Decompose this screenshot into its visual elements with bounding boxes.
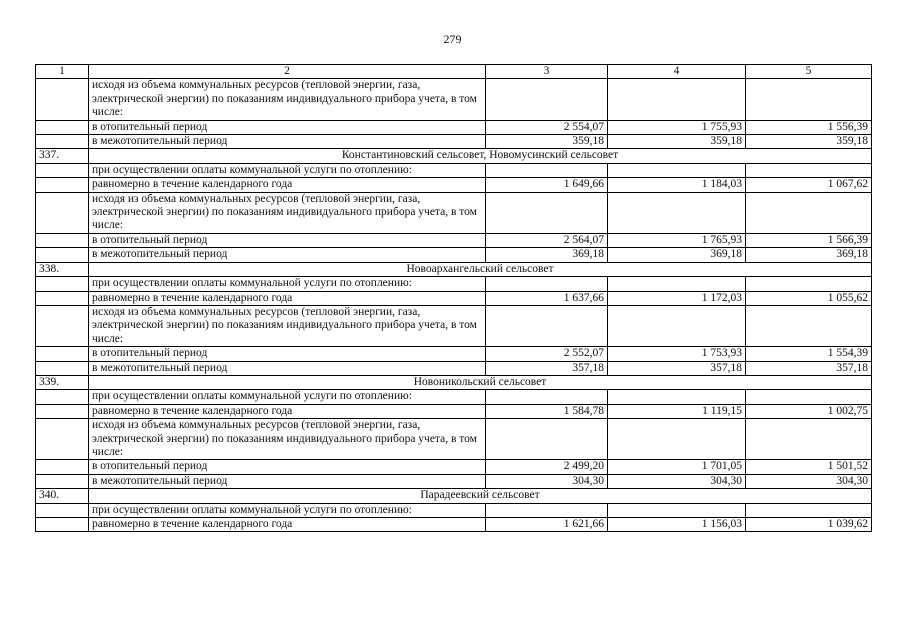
description-row [36, 305, 872, 346]
value-cell-col-4: 1 184,03 [608, 178, 746, 192]
value-cell-col-4 [608, 277, 746, 291]
description-cell: при осуществлении оплаты коммунальной услуги по отоплению: [89, 163, 486, 177]
value-cell-col-5 [746, 503, 872, 517]
row-number-cell [36, 390, 89, 404]
value-cell-col-3: 2 554,07 [486, 120, 608, 134]
value-row [36, 120, 872, 134]
row-number-cell [36, 503, 89, 517]
value-cell-col-3 [486, 305, 608, 346]
column-number-header-row [36, 65, 872, 79]
value-cell-col-4: 369,18 [608, 248, 746, 262]
description-cell: в отопительный период [89, 233, 486, 247]
description-row [36, 163, 872, 177]
description-cell: равномерно в течение календарного года [89, 291, 486, 305]
row-number-cell: 339. [36, 375, 89, 389]
row-number-cell [36, 178, 89, 192]
row-number-cell [36, 291, 89, 305]
description-cell: при осуществлении оплаты коммунальной услуги по отоплению: [89, 503, 486, 517]
value-cell-col-3: 357,18 [486, 361, 608, 375]
section-row [36, 149, 872, 163]
value-row [36, 347, 872, 361]
description-cell: в межотопительный период [89, 474, 486, 488]
value-cell-col-4: 359,18 [608, 135, 746, 149]
row-number-cell [36, 474, 89, 488]
value-cell-col-4: 1 172,03 [608, 291, 746, 305]
section-row [36, 262, 872, 276]
row-number-cell [36, 361, 89, 375]
row-number-cell: 340. [36, 489, 89, 503]
value-cell-col-4: 1 753,93 [608, 347, 746, 361]
row-number-cell [36, 163, 89, 177]
row-number-cell [36, 135, 89, 149]
header-col-4: 4 [608, 65, 746, 79]
value-cell-col-3 [486, 503, 608, 517]
description-cell: в межотопительный период [89, 135, 486, 149]
value-cell-col-4: 357,18 [608, 361, 746, 375]
header-col-1: 1 [36, 65, 89, 79]
value-cell-col-5 [746, 79, 872, 120]
value-cell-col-3 [486, 390, 608, 404]
description-row [36, 503, 872, 517]
value-row [36, 178, 872, 192]
value-cell-col-5 [746, 419, 872, 460]
row-number-cell: 337. [36, 149, 89, 163]
value-cell-col-3 [486, 192, 608, 233]
value-cell-col-3: 1 649,66 [486, 178, 608, 192]
value-row [36, 233, 872, 247]
value-cell-col-4: 1 765,93 [608, 233, 746, 247]
header-col-2: 2 [89, 65, 486, 79]
description-cell: в отопительный период [89, 347, 486, 361]
value-cell-col-5: 357,18 [746, 361, 872, 375]
value-cell-col-5: 1 554,39 [746, 347, 872, 361]
value-cell-col-5: 1 039,62 [746, 518, 872, 532]
value-cell-col-3 [486, 79, 608, 120]
description-row [36, 192, 872, 233]
value-cell-col-5: 1 556,39 [746, 120, 872, 134]
value-cell-col-5: 1 067,62 [746, 178, 872, 192]
value-row [36, 518, 872, 532]
value-cell-col-4 [608, 503, 746, 517]
value-cell-col-4: 1 755,93 [608, 120, 746, 134]
section-title-cell: Новоархангельский сельсовет [89, 262, 872, 276]
description-cell: в межотопительный период [89, 248, 486, 262]
section-row [36, 375, 872, 389]
value-cell-col-5: 304,30 [746, 474, 872, 488]
value-cell-col-3: 359,18 [486, 135, 608, 149]
header-col-3: 3 [486, 65, 608, 79]
header-col-5: 5 [746, 65, 872, 79]
value-cell-col-5: 369,18 [746, 248, 872, 262]
value-cell-col-5: 359,18 [746, 135, 872, 149]
value-cell-col-4 [608, 305, 746, 346]
value-row [36, 474, 872, 488]
description-row [36, 390, 872, 404]
description-cell: исходя из объема коммунальных ресурсов (тепловой энергии, газа, электрической энергии) по показаниям индивидуального прибора учета, в том числе: [89, 305, 486, 346]
value-cell-col-5: 1 055,62 [746, 291, 872, 305]
description-cell: в отопительный период [89, 460, 486, 474]
value-cell-col-3 [486, 419, 608, 460]
section-title-cell: Константиновский сельсовет, Новомусинский сельсовет [89, 149, 872, 163]
value-row [36, 361, 872, 375]
value-cell-col-5 [746, 163, 872, 177]
value-cell-col-5 [746, 390, 872, 404]
value-cell-col-4 [608, 419, 746, 460]
value-cell-col-3: 1 621,66 [486, 518, 608, 532]
value-cell-col-3 [486, 163, 608, 177]
description-cell: исходя из объема коммунальных ресурсов (тепловой энергии, газа, электрической энергии) по показаниям индивидуального прибора учета, в том числе: [89, 419, 486, 460]
value-cell-col-5: 1 002,75 [746, 404, 872, 418]
row-number-cell [36, 419, 89, 460]
row-number-cell [36, 79, 89, 120]
description-row [36, 419, 872, 460]
row-number-cell [36, 277, 89, 291]
value-cell-col-3: 369,18 [486, 248, 608, 262]
page-number: 279 [443, 32, 462, 46]
description-cell: исходя из объема коммунальных ресурсов (тепловой энергии, газа, электрической энергии) по показаниям индивидуального прибора учета, в том числе: [89, 192, 486, 233]
value-cell-col-3: 2 552,07 [486, 347, 608, 361]
value-cell-col-4 [608, 163, 746, 177]
value-cell-col-3: 1 637,66 [486, 291, 608, 305]
description-row [36, 79, 872, 120]
value-cell-col-3: 304,30 [486, 474, 608, 488]
tariff-table-body [36, 65, 872, 532]
value-cell-col-5: 1 501,52 [746, 460, 872, 474]
row-number-cell [36, 233, 89, 247]
row-number-cell [36, 120, 89, 134]
value-cell-col-4 [608, 79, 746, 120]
tariff-table [35, 64, 872, 532]
value-cell-col-4: 1 156,03 [608, 518, 746, 532]
description-cell: при осуществлении оплаты коммунальной услуги по отоплению: [89, 277, 486, 291]
description-cell: в отопительный период [89, 120, 486, 134]
row-number-cell [36, 192, 89, 233]
value-row [36, 135, 872, 149]
row-number-cell: 338. [36, 262, 89, 276]
description-cell: в межотопительный период [89, 361, 486, 375]
description-row [36, 277, 872, 291]
row-number-cell [36, 518, 89, 532]
value-cell-col-3: 2 564,07 [486, 233, 608, 247]
value-row [36, 404, 872, 418]
description-cell: равномерно в течение календарного года [89, 404, 486, 418]
row-number-cell [36, 404, 89, 418]
value-cell-col-5 [746, 192, 872, 233]
description-cell: исходя из объема коммунальных ресурсов (тепловой энергии, газа, электрической энергии) по показаниям индивидуального прибора учета, в том числе: [89, 79, 486, 120]
row-number-cell [36, 305, 89, 346]
value-cell-col-5 [746, 277, 872, 291]
description-cell: равномерно в течение календарного года [89, 178, 486, 192]
value-cell-col-3: 2 499,20 [486, 460, 608, 474]
section-row [36, 489, 872, 503]
section-title-cell: Новоникольский сельсовет [89, 375, 872, 389]
row-number-cell [36, 460, 89, 474]
value-cell-col-5 [746, 305, 872, 346]
description-cell: равномерно в течение календарного года [89, 518, 486, 532]
section-title-cell: Парадеевский сельсовет [89, 489, 872, 503]
value-cell-col-4: 1 701,05 [608, 460, 746, 474]
value-row [36, 460, 872, 474]
value-cell-col-4: 304,30 [608, 474, 746, 488]
value-row [36, 248, 872, 262]
value-cell-col-3 [486, 277, 608, 291]
value-row [36, 291, 872, 305]
description-cell: при осуществлении оплаты коммунальной услуги по отоплению: [89, 390, 486, 404]
value-cell-col-4 [608, 390, 746, 404]
value-cell-col-4 [608, 192, 746, 233]
row-number-cell [36, 347, 89, 361]
value-cell-col-4: 1 119,15 [608, 404, 746, 418]
row-number-cell [36, 248, 89, 262]
value-cell-col-5: 1 566,39 [746, 233, 872, 247]
value-cell-col-3: 1 584,78 [486, 404, 608, 418]
